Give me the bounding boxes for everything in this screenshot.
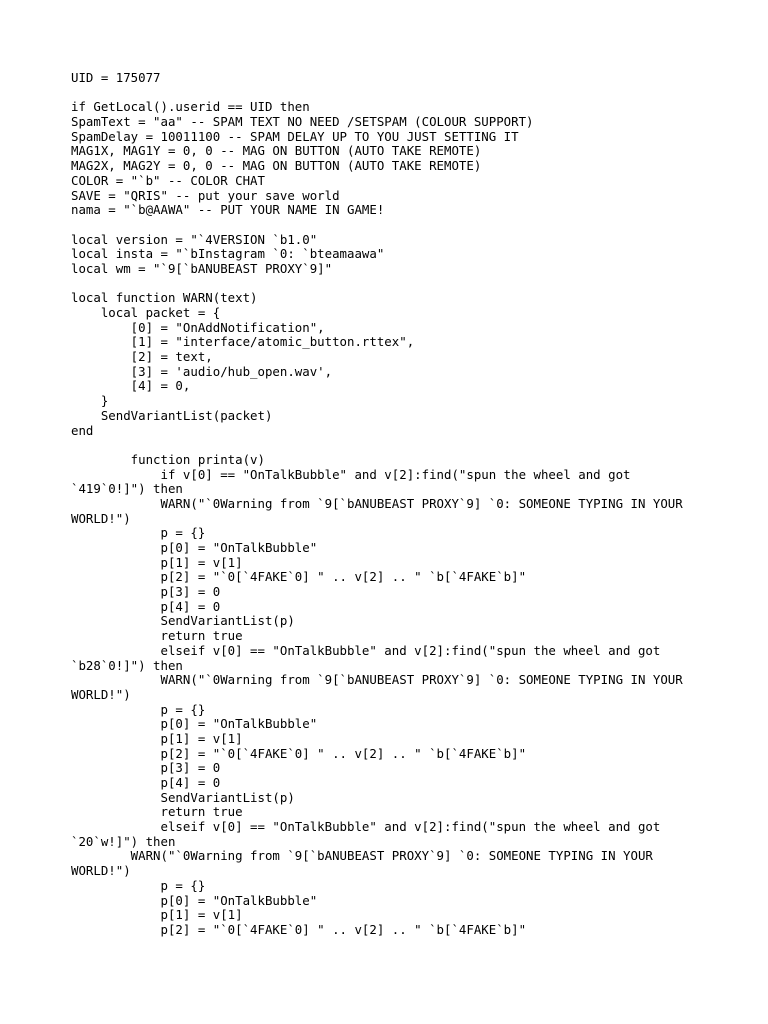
code-line: p[0] = "OnTalkBubble" [71,540,318,555]
code-line: return true [71,804,243,820]
code-line: p = {} [71,525,206,541]
code-line: p[1] = v[1] [71,907,243,923]
code-line: p[2] = "`0[`4FAKE`0] " .. v[2] .. " `b[`4FAKE`b]" [71,745,527,761]
code-line: MAG1X, MAG1Y = 0, 0 -- MAG ON BUTTON (AUTO TAKE REMOTE) [71,143,482,159]
code-line: p[4] = 0 [71,775,221,790]
code-line: p[0] = "OnTalkBubble" [71,892,318,908]
code-line: if v[0] == "OnTalkBubble" and v[2]:find("spun the wheel and got [71,466,631,482]
code-line: p[1] = v[1] [71,554,243,570]
code-line: p[3] = 0 [71,584,221,600]
code-line: MAG2X, MAG2Y = 0, 0 -- MAG ON BUTTON (AUTO TAKE REMOTE) [71,158,482,174]
code-line: SpamText = "aa" -- SPAM TEXT NO NEED /SETSPAM (COLOUR SUPPORT) [71,114,534,130]
code-line: p = {} [71,877,206,893]
code-line: WARN("`0Warning from `9[`bANUBEAST PROXY`9] `0: SOMEONE TYPING IN YOUR [71,495,683,511]
code-line: WORLD!") [71,510,131,526]
code-line: return true [71,628,243,644]
code-line: SAVE = "QRIS" -- put your save world [71,187,340,203]
code-line: [3] = 'audio/hub_open.wav', [71,363,333,379]
code-line: local packet = { [71,305,221,320]
code-line: function printa(v) [71,451,265,467]
code-line: WORLD!") [71,863,131,879]
code-line: p[3] = 0 [71,760,221,776]
code-line: p[2] = "`0[`4FAKE`0] " .. v[2] .. " `b[`4FAKE`b]" [71,569,527,585]
code-line: } [71,393,109,409]
code-line: `b28`0!]") then [71,657,183,673]
code-line: if GetLocal().userid == UID then [71,99,310,115]
code-line: `20`w!]") then [71,833,176,849]
code-line: [0] = "OnAddNotification", [71,319,325,335]
code-line: p = {} [71,701,206,717]
code-line: SendVariantList(p) [71,789,295,805]
code-line: SendVariantList(p) [71,613,295,629]
code-line: end [71,422,94,438]
code-line [71,438,711,453]
code-line: COLOR = "`b" -- COLOR CHAT [71,172,265,188]
code-line: p[0] = "OnTalkBubble" [71,716,318,732]
code-line: WARN("`0Warning from `9[`bANUBEAST PROXY`9] `0: SOMEONE TYPING IN YOUR [71,672,683,688]
code-line: [2] = text, [71,349,213,365]
code-line: WARN("`0Warning from `9[`bANUBEAST PROXY`9] `0: SOMEONE TYPING IN YOUR [71,848,653,864]
code-line: local wm = "`9[`bANUBEAST PROXY`9]" [71,260,333,276]
code-line: p[1] = v[1] [71,730,243,746]
code-line: WORLD!") [71,686,131,702]
code-line: [1] = "interface/atomic_button.rttex", [71,334,415,350]
code-line: SendVariantList(packet) [71,407,273,423]
code-line: local insta = "`bInstagram `0: `bteamaawa" [71,246,385,262]
code-line: SpamDelay = 10011100 -- SPAM DELAY UP TO YOU JUST SETTING IT [71,128,519,144]
code-line: elseif v[0] == "OnTalkBubble" and v[2]:find("spun the wheel and got [71,819,661,835]
code-line [71,218,711,233]
code-line: elseif v[0] == "OnTalkBubble" and v[2]:find("spun the wheel and got [71,642,661,658]
code-line: [4] = 0, [71,378,191,394]
code-line: `419`0!]") then [71,481,183,497]
code-document [71,71,711,938]
code-line: p[4] = 0 [71,598,221,614]
code-line [71,277,711,292]
code-line: p[2] = "`0[`4FAKE`0] " .. v[2] .. " `b[`4FAKE`b]" [71,921,527,937]
code-line: local function WARN(text) [71,290,258,306]
code-line: local version = "`4VERSION `b1.0" [71,231,318,247]
code-line: nama = "`b@AAWA" -- PUT YOUR NAME IN GAME! [71,202,385,218]
code-line: UID = 175077 [71,70,161,85]
code-line [71,86,711,101]
